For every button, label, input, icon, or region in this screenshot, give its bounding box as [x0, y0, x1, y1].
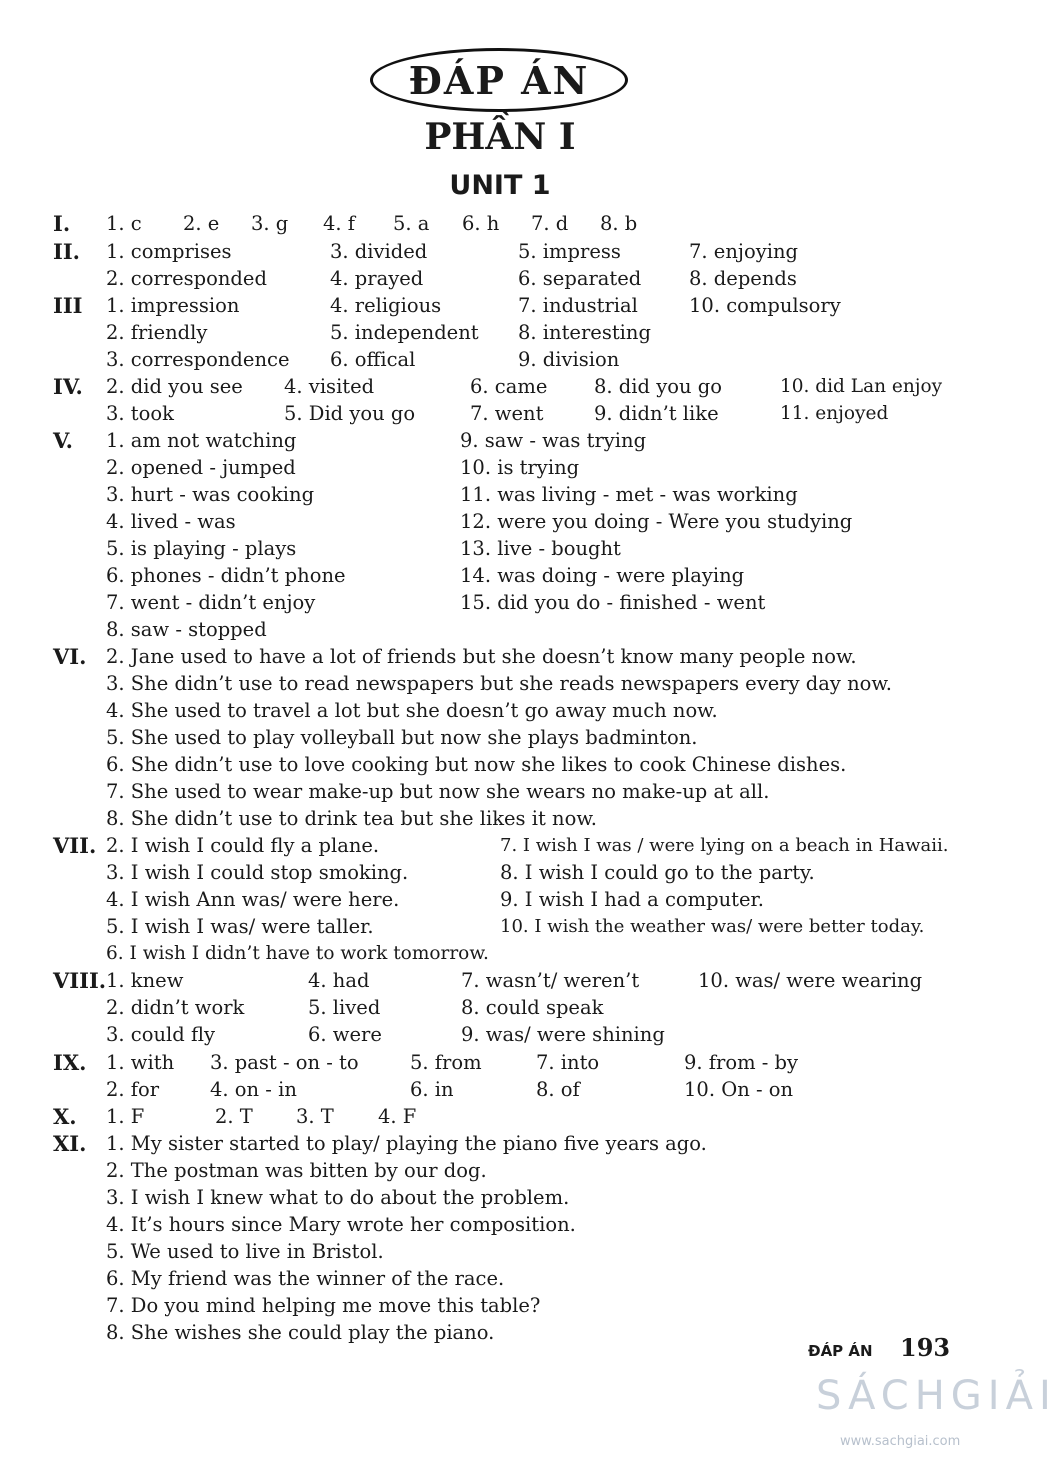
- section-label: IX.: [53, 1050, 87, 1075]
- answer-item: 8. did you go: [594, 375, 722, 398]
- answer-item: 4. f: [323, 212, 356, 235]
- answer-item: 4. on - in: [210, 1078, 297, 1101]
- answer-item: 4. F: [378, 1105, 417, 1128]
- answer-item: 3. T: [296, 1105, 334, 1128]
- answer-item: 3. took: [106, 402, 174, 425]
- answer-item: 1. knew: [106, 969, 184, 992]
- answer-item: 7. wasn’t/ weren’t: [461, 969, 640, 992]
- answer-item: 1. with: [106, 1051, 175, 1074]
- answer-item: 10. is trying: [460, 456, 580, 479]
- footer-label: ĐÁP ÁN: [808, 1342, 873, 1360]
- answer-item: 1. am not watching: [106, 429, 297, 452]
- answer-item: 2. for: [106, 1078, 160, 1101]
- answer-item: 7. She used to wear make-up but now she wears no make-up at all.: [106, 780, 770, 803]
- answer-item: 1. comprises: [106, 240, 232, 263]
- answer-item: 4. She used to travel a lot but she doesn’t go away much now.: [106, 699, 718, 722]
- answer-item: 4. I wish Ann was/ were here.: [106, 888, 400, 911]
- answer-item: 5. impress: [518, 240, 621, 263]
- answer-item: 4. It’s hours since Mary wrote her composition.: [106, 1213, 576, 1236]
- answer-item: 2. Jane used to have a lot of friends but she doesn’t know many people now.: [106, 645, 857, 668]
- answer-item: 5. is playing - plays: [106, 537, 297, 560]
- answer-item: 12. were you doing - Were you studying: [460, 510, 853, 533]
- answer-item: 7. went: [470, 402, 544, 425]
- answer-item: 6. offical: [330, 348, 416, 371]
- answer-item: 6. came: [470, 375, 548, 398]
- unit-title: UNIT 1: [449, 170, 551, 201]
- answer-item: 4. prayed: [330, 267, 424, 290]
- answer-item: 1. impression: [106, 294, 240, 317]
- answer-item: 7. went - didn’t enjoy: [106, 591, 316, 614]
- answer-item: 15. did you do - finished - went: [460, 591, 766, 614]
- answer-item: 5. We used to live in Bristol.: [106, 1240, 384, 1263]
- answer-item: 11. enjoyed: [780, 403, 889, 424]
- section-label: VI.: [53, 644, 87, 669]
- answer-item: 8. could speak: [461, 996, 604, 1019]
- answer-item: 8. I wish I could go to the party.: [500, 861, 815, 884]
- watermark-url: www.sachgiai.com: [840, 1434, 961, 1449]
- section-label: V.: [53, 428, 73, 453]
- answer-item: 6. in: [410, 1078, 454, 1101]
- answer-item: 2. friendly: [106, 321, 208, 344]
- answer-item: 3. past - on - to: [210, 1051, 359, 1074]
- section-label: II.: [53, 239, 80, 264]
- answer-item: 5. She used to play volleyball but now she plays badminton.: [106, 726, 698, 749]
- answer-item: 8. of: [536, 1078, 580, 1101]
- answer-item: 8. interesting: [518, 321, 651, 344]
- page-number: 193: [900, 1333, 951, 1362]
- answer-item: 2. corresponded: [106, 267, 267, 290]
- answer-item: 3. correspondence: [106, 348, 290, 371]
- answer-item: 8. She wishes she could play the piano.: [106, 1321, 495, 1344]
- answer-item: 7. I wish I was / were lying on a beach in Hawaii.: [500, 835, 949, 856]
- answer-item: 1. My sister started to play/ playing the piano five years ago.: [106, 1132, 707, 1155]
- section-label: VIII.: [53, 968, 107, 993]
- answer-item: 9. division: [518, 348, 620, 371]
- answer-item: 9. from - by: [684, 1051, 799, 1074]
- answer-item: 6. h: [462, 212, 500, 235]
- answer-item: 5. Did you go: [284, 402, 416, 425]
- answer-item: 3. g: [251, 212, 289, 235]
- section-label: III: [53, 293, 83, 318]
- answer-title: ĐÁP ÁN: [370, 48, 628, 112]
- answer-item: 1. c: [106, 212, 142, 235]
- answer-item: 4. lived - was: [106, 510, 236, 533]
- answer-item: 8. She didn’t use to drink tea but she likes it now.: [106, 807, 597, 830]
- answer-item: 13. live - bought: [460, 537, 621, 560]
- answer-item: 6. separated: [518, 267, 642, 290]
- answer-item: 9. didn’t like: [594, 402, 719, 425]
- answer-item: 2. I wish I could fly a plane.: [106, 834, 380, 857]
- answer-item: 3. could fly: [106, 1023, 215, 1046]
- answer-item: 6. My friend was the winner of the race.: [106, 1267, 505, 1290]
- answer-item: 10. On - on: [684, 1078, 794, 1101]
- answer-item: 4. had: [308, 969, 370, 992]
- answer-item: 11. was living - met - was working: [460, 483, 798, 506]
- answer-item: 5. lived: [308, 996, 381, 1019]
- answer-item: 2. The postman was bitten by our dog.: [106, 1159, 487, 1182]
- answer-item: 4. religious: [330, 294, 442, 317]
- answer-item: 3. I wish I knew what to do about the problem.: [106, 1186, 570, 1209]
- answer-item: 10. compulsory: [689, 294, 841, 317]
- answer-item: 9. I wish I had a computer.: [500, 888, 764, 911]
- answer-item: 7. into: [536, 1051, 600, 1074]
- answer-item: 3. divided: [330, 240, 428, 263]
- answer-item: 8. b: [600, 212, 638, 235]
- answer-item: 8. saw - stopped: [106, 618, 267, 641]
- answer-item: 6. She didn’t use to love cooking but now she likes to cook Chinese dishes.: [106, 753, 847, 776]
- answer-item: 4. visited: [284, 375, 375, 398]
- answer-item: 7. enjoying: [689, 240, 798, 263]
- section-label: X.: [53, 1104, 77, 1129]
- answer-item: 5. independent: [330, 321, 479, 344]
- answer-item: 10. I wish the weather was/ were better today.: [500, 916, 925, 937]
- answer-item: 7. d: [531, 212, 569, 235]
- answer-item: 8. depends: [689, 267, 797, 290]
- answer-item: 3. I wish I could stop smoking.: [106, 861, 409, 884]
- answer-item: 14. was doing - were playing: [460, 564, 745, 587]
- answer-item: 5. a: [393, 212, 430, 235]
- answer-item: 6. phones - didn’t phone: [106, 564, 346, 587]
- answer-item: 10. was/ were wearing: [698, 969, 923, 992]
- answer-item: 2. e: [183, 212, 220, 235]
- part-title: PHẦN I: [424, 116, 576, 158]
- answer-item: 2. did you see: [106, 375, 243, 398]
- answer-item: 7. industrial: [518, 294, 638, 317]
- section-label: I.: [53, 211, 71, 236]
- answer-item: 3. hurt - was cooking: [106, 483, 315, 506]
- section-label: IV.: [53, 374, 83, 399]
- answer-item: 9. saw - was trying: [460, 429, 647, 452]
- section-label: VII.: [53, 833, 97, 858]
- answer-item: 3. She didn’t use to read newspapers but she reads newspapers every day now.: [106, 672, 892, 695]
- answer-item: 5. from: [410, 1051, 482, 1074]
- answer-item: 5. I wish I was/ were taller.: [106, 915, 374, 938]
- section-label: XI.: [53, 1131, 87, 1156]
- answer-item: 7. Do you mind helping me move this table?: [106, 1294, 541, 1317]
- answer-item: 10. did Lan enjoy: [780, 376, 943, 397]
- answer-item: 6. I wish I didn’t have to work tomorrow.: [106, 943, 489, 964]
- answer-item: 2. opened - jumped: [106, 456, 296, 479]
- answer-item: 1. F: [106, 1105, 145, 1128]
- answer-item: 6. were: [308, 1023, 382, 1046]
- answer-item: 9. was/ were shining: [461, 1023, 665, 1046]
- watermark-logo: SÁCHGIẢI: [816, 1373, 1057, 1419]
- answer-item: 2. T: [215, 1105, 253, 1128]
- answer-item: 2. didn’t work: [106, 996, 245, 1019]
